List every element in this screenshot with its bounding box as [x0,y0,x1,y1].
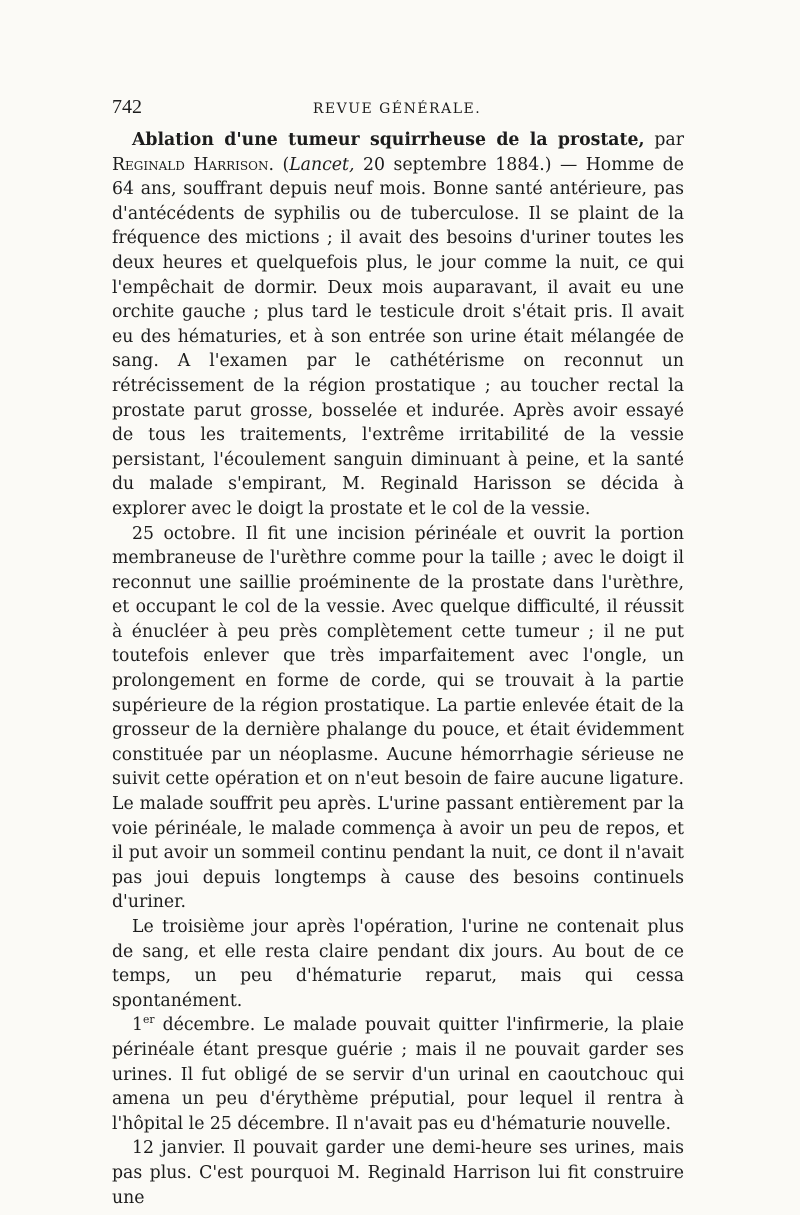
paragraph-2: 25 octobre. Il fit une incision périnéale et ouvrit la portion membraneuse de l'urèthre comme pour la taille ; avec le doigt il reconnut une saillie proéminente de la prostate dans l'urèthre, et occupant le col de la vessie. Avec quelque difficulté, il réussit à énucléer à peu près complètement cette tumeur ; il ne put toutefois enlever que très imparfaitement avec l'ongle, un prolongement en forme de corde, qui se trouvait à la partie supérieure de la région prostatique. La partie enlevée était de la grosseur de la dernière phalange du pouce, et était évidemment constituée par un néoplasme. Aucune hémorrhagie sérieuse ne suivit cette opération et on n'eut besoin de faire aucune ligature. Le malade souffrit peu après. L'urine passant entièrement par la voie périnéale, le malade commença à avoir un peu de repos, et il put avoir un sommeil continu pendant la nuit, ce dont il n'avait pas joui depuis longtemps à cause des besoins continuels d'uriner. [112,523,684,913]
journal-title: REVUE GÉNÉRALE. [312,101,482,117]
date-ordinal: er [143,1013,155,1027]
paragraph-1 [112,128,684,522]
paragraph-1-text: — Homme de 64 ans, souffrant depuis neuf mois. Bonne santé antérieure, pas d'antécédents de syphilis ou de tuberculose. Il se plaint de la fréquence des mictions ; il avait des besoins d'uriner toutes les deux heures et quelquefois plus, le jour comme la nuit, ce qui l'empêchait de dormir. Deux mois auparavant, il avait eu une orchite gauche ; plus tard le testicule droit s'était pris. Il avait eu des hématuries, et à son entrée son urine était mélangée de sang. A l'examen par le cathétérisme on reconnut un rétrécissement de la région prostatique ; au toucher rectal la prostate parut grosse, bosselée et indurée. Après avoir essayé de tous les traitements, l'extrême irritabilité de la vessie persistant, l'écoulement sanguin diminuant à peine, et la santé du malade s'empirant, M. Reginald Harisson se décida à explorer avec le doigt la prostate et le col de la vessie. [112,154,684,519]
article-body [112,128,684,1210]
page-number: 742 [112,96,142,118]
citation-date: 20 septembre 1884.) [362,154,552,175]
article-title: Ablation d'une tumeur squirrheuse de la prostate, [132,130,645,150]
author-by: par [654,130,684,150]
citation-open: ( [282,154,290,175]
paragraph-4 [112,1013,684,1136]
date-day: 1 [132,1015,143,1036]
running-head [112,96,682,126]
paragraph-3: Le troisième jour après l'opération, l'urine ne contenait plus de sang, et elle resta claire pendant dix jours. Au bout de ce temps, un peu d'hématurie reparut, mais qui cessa spontanément. [112,917,684,1011]
citation-journal: Lancet, [289,154,355,175]
paragraph-5: 12 janvier. Il pouvait garder une demi-heure ses urines, mais pas plus. C'est pourquoi M. Reginald Harrison lui fit construire une [112,1138,684,1208]
paragraph-4-text: décembre. Le malade pouvait quitter l'infirmerie, la plaie périnéale étant presque guérie ; mais il ne pouvait garder ses urines. Il fut obligé de se servir d'un urinal en caoutchouc qui amena un peu d'érythème préputial, pour lequel il rentra à l'hôpital le 25 décembre. Il n'avait pas eu d'hématurie nouvelle. [112,1015,684,1134]
article-author: Reginald Harrison. [112,154,274,175]
